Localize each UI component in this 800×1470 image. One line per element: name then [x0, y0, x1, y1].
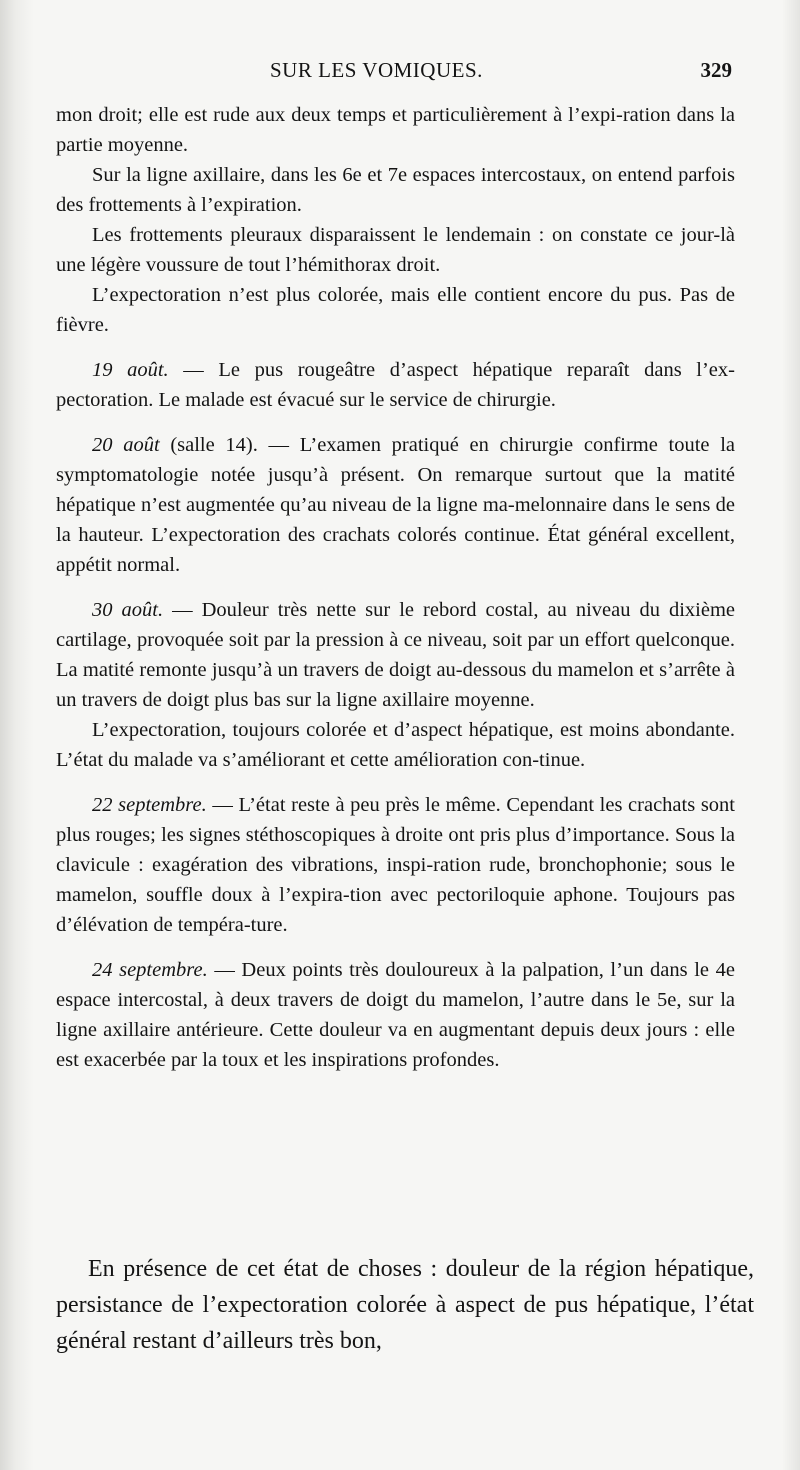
- running-head: [56, 58, 732, 84]
- entry-22-septembre: 22 septembre. — L’état reste à peu près le même. Cependant les crachats sont plus rouges; les signes stéthoscopiques à droite ont pris plus d’importance. Sous la clavicule : exagération des vibrations, inspi-ration rude, bronchophonie; sous le mamelon, souffle doux à l’expira-tion avec pectoriloquie aphone. Toujours pas d’élévation de tempéra-ture.: [56, 794, 735, 936]
- paragraph-continuation: mon droit; elle est rude aux deux temps et particulièrement à l’expi-ration dans la partie moyenne.: [56, 104, 735, 156]
- entry-30-aout: 30 août. — Douleur très nette sur le rebord costal, au niveau du dixième cartilage, provoquée soit par la pression à ce niveau, soit par un effort quelconque. La matité remonte jusqu’à un travers de doigt au-dessous du mamelon et s’arrête à un travers de doigt plus bas sur la ligne axillaire moyenne.: [56, 599, 735, 711]
- closing-paragraph: En présence de cet état de choses : douleur de la région hépatique, persistance de l’expectoration colorée à aspect de pus hépatique, l’état général restant d’ailleurs très bon,: [56, 1256, 754, 1354]
- entry-date: 30 août.: [92, 599, 164, 621]
- paragraph-expectoration: L’expectoration n’est plus colorée, mais elle contient encore du pus. Pas de fièvre.: [56, 284, 735, 336]
- running-title: SUR LES VOMIQUES.: [270, 58, 483, 82]
- entry-24-septembre: 24 septembre. — Deux points très douloureux à la palpation, l’un dans le 4e espace intercostal, à deux travers de doigt du mamelon, l’autre dans le 5e, sur la ligne axillaire antérieure. Cette douleur va en augmentant depuis deux jours : elle est exacerbée par la toux et les inspirations profondes.: [56, 959, 735, 1071]
- paragraph-axillary-line: Sur la ligne axillaire, dans les 6e et 7e espaces intercostaux, on entend parfois des frottements à l’expiration.: [56, 164, 735, 216]
- scan-left-edge: [0, 0, 34, 1470]
- entry-date: 24 septembre.: [92, 959, 208, 981]
- entry-date: 20 août: [92, 434, 160, 456]
- scan-right-edge: [782, 0, 800, 1470]
- page-number: 329: [700, 58, 732, 82]
- entry-19-aout: 19 août. — Le pus rougeâtre d’aspect hépatique reparaît dans l’ex-pectoration. Le malade est évacué sur le service de chirurgie.: [56, 359, 735, 411]
- paragraph-expectoration-2: L’expectoration, toujours colorée et d’aspect hépatique, est moins abondante. L’état du malade va s’améliorant et cette amélioration con-tinue.: [56, 719, 735, 771]
- body-text: [56, 100, 735, 1075]
- entry-20-aout: 20 août (salle 14). — L’examen pratiqué en chirurgie confirme toute la symptomatologie notée jusqu’à présent. On remarque surtout que la matité hépatique n’est augmentée qu’au niveau de la ligne ma-melonnaire dans le sens de la hauteur. L’expectoration des crachats colorés continue. État général excellent, appétit normal.: [56, 434, 735, 576]
- entry-date: 19 août.: [92, 359, 169, 381]
- entry-date: 22 septembre.: [92, 794, 207, 816]
- paragraph-pleural-rubs: Les frottements pleuraux disparaissent le lendemain : on constate ce jour-là une légère voussure de tout l’hémithorax droit.: [56, 224, 735, 276]
